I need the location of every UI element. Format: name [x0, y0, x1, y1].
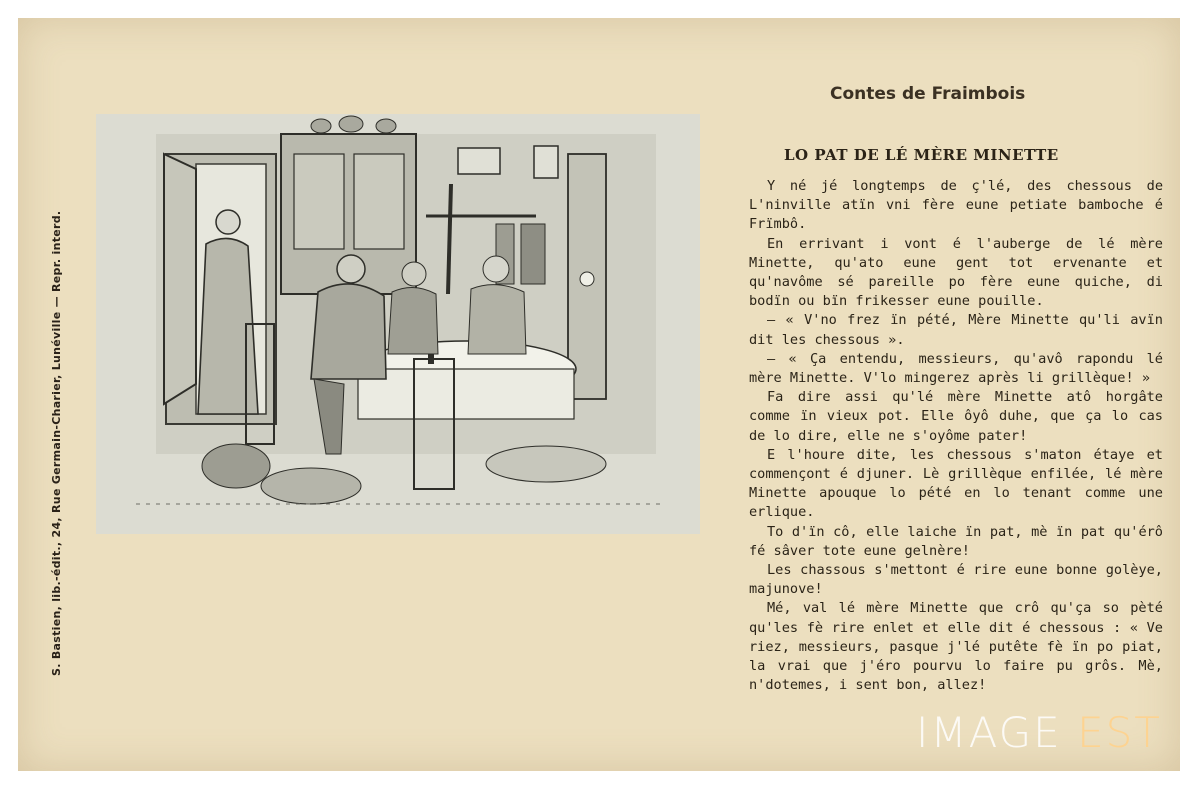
- paragraph: Fa dire assi qu'lé mère Minette atô horgâte comme ïn vieux pot. Elle ôyô duhe, que ça lo cas de lo dire, elle ne s'oyôme pater!: [749, 389, 1163, 444]
- paragraph: Mé, val lé mère Minette que crô qu'ça so pèté qu'les fè rire enlet et elle dit é chessous : « Ve riez, messieurs, pasque j'lé putête fè ïn po piat, la vrai que j'éro pourvu lo faire pu grôs. Mè, n'dotemes, i sent bon, allez!: [749, 600, 1163, 694]
- tavern-scene-illustration: [96, 114, 700, 534]
- story-text: [749, 177, 1163, 695]
- paragraph: — « Ça entendu, messieurs, qu'avô rapondu lé mère Minette. V'lo mingerez après li grillèque! »: [749, 350, 1163, 387]
- watermark: [916, 708, 1162, 757]
- postcard: [18, 18, 1180, 771]
- illustration: [96, 114, 700, 534]
- paragraph: — « V'no frez ïn pété, Mère Minette qu'li avïn dit les chessous ».: [749, 312, 1163, 348]
- paragraph: En errivant i vont é l'auberge de lé mère Minette, qu'ato eune gent tot ervenante et qu'navôme sé pareille po fère eune quiche, di bodïn ou bïn frikesser eune pouille.: [749, 235, 1163, 310]
- series-header: Contes de Fraimbois: [830, 84, 1026, 104]
- paragraph: Y né jé longtemps de ç'lé, des chessous de L'ninville atïn vni fère eune petiate bamboche é Frïmbô.: [749, 178, 1163, 233]
- publisher-credit: S. Bastien, lib.-édit., 24, Rue Germain-Charier, Lunéville — Repr. interd.: [50, 210, 63, 676]
- paragraph: Les chassous s'mettont é rire eune bonne golèye, majunove!: [749, 562, 1163, 598]
- watermark-part1: IMAGE: [916, 708, 1062, 757]
- paragraph: To d'ïn cô, elle laiche ïn pat, mè ïn pat qu'érô fé sâver tote eune gelnère!: [749, 523, 1163, 559]
- story-title: LO PAT DE LÉ MÈRE MINETTE: [784, 146, 1059, 164]
- paragraph: E l'houre dite, les chessous s'maton étaye et commençont é djuner. Lè grillèque enfilée, lé mère Minette apouque lo pété en lo tenant comme une erlique.: [749, 446, 1163, 521]
- watermark-part2: EST: [1077, 708, 1162, 757]
